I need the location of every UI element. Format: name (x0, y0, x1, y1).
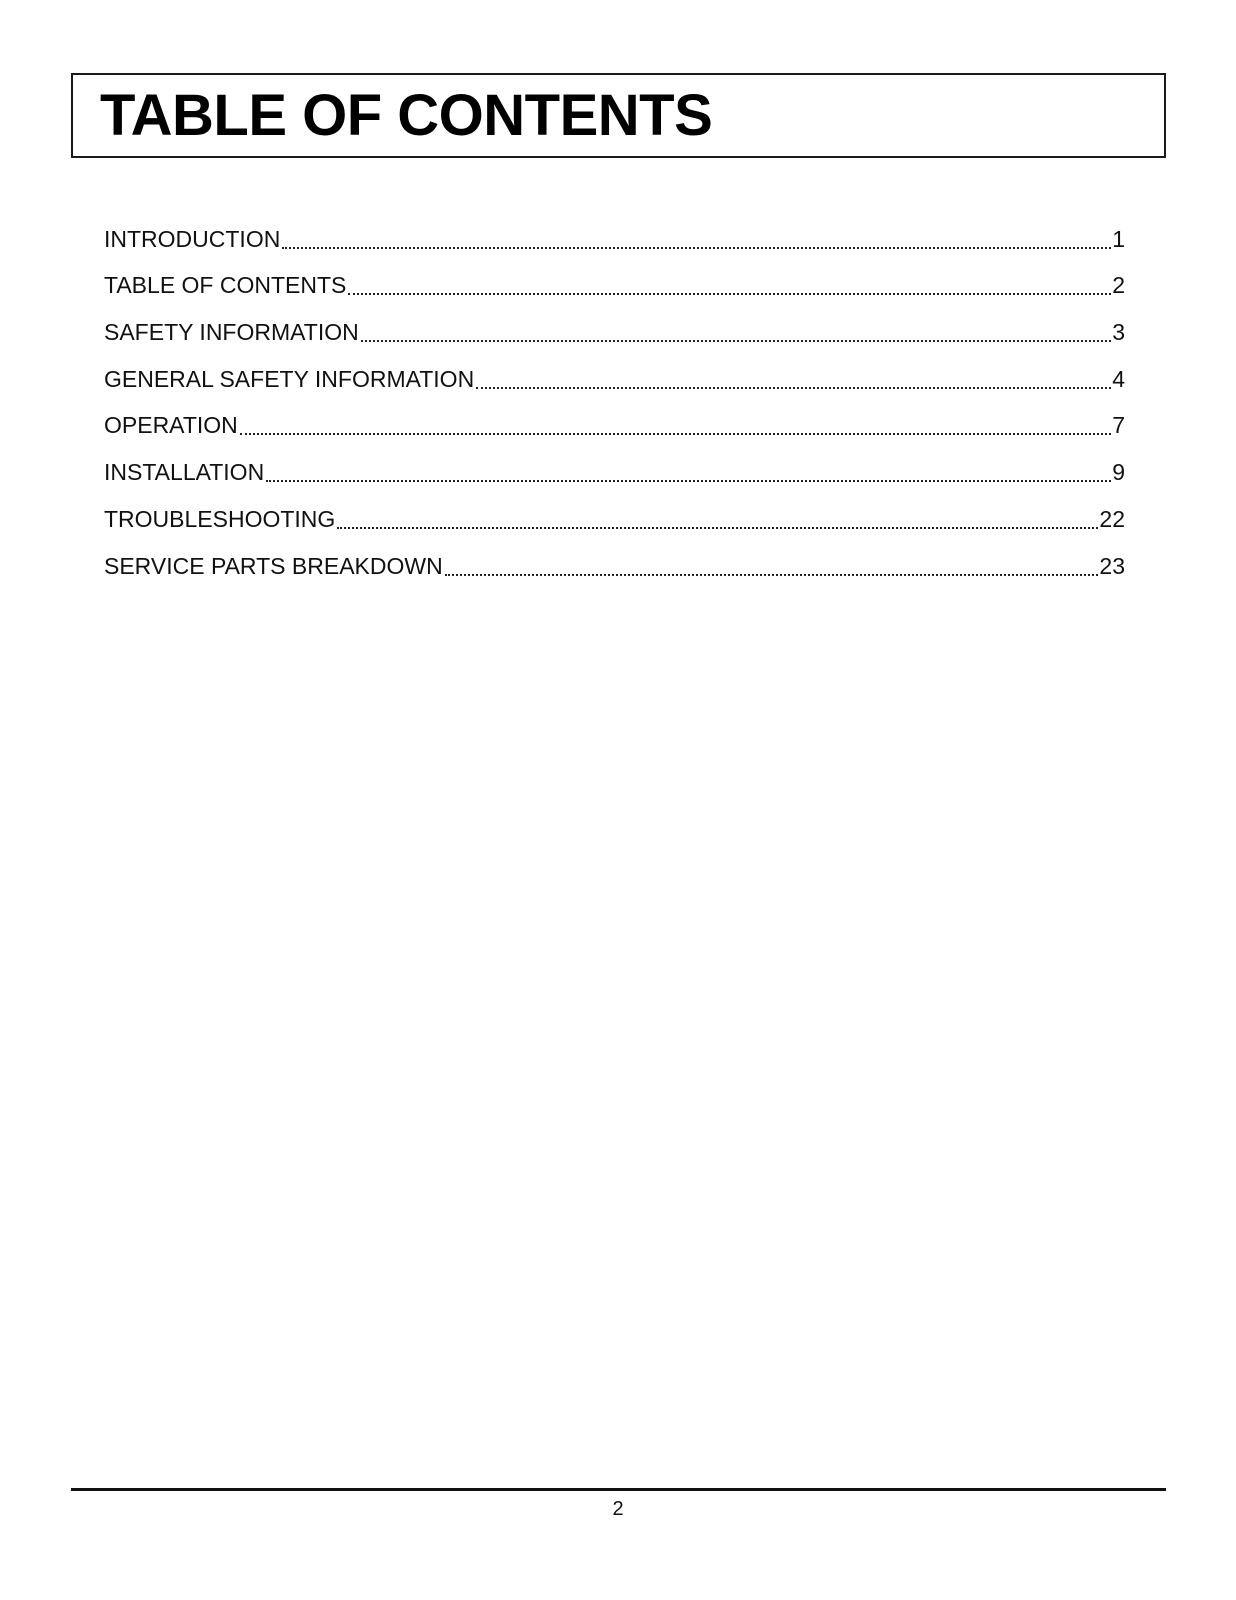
toc-entry-label: GENERAL SAFETY INFORMATION (104, 365, 475, 392)
toc-entry-page: 3 (1112, 319, 1125, 346)
toc-entry-label: TABLE OF CONTENTS (104, 272, 347, 299)
toc-entry-general-safety-information[interactable] (104, 346, 1125, 393)
title-box (71, 73, 1166, 158)
toc-entry-page: 4 (1112, 365, 1125, 392)
dot-leader (240, 433, 1111, 435)
toc-entry-table-of-contents[interactable] (104, 253, 1125, 300)
dot-leader (266, 480, 1111, 482)
toc-entry-page: 7 (1112, 412, 1125, 439)
dot-leader (476, 387, 1111, 389)
dot-leader (445, 574, 1099, 576)
toc-entry-page: 2 (1112, 272, 1125, 299)
toc-entry-safety-information[interactable] (104, 299, 1125, 346)
toc-entry-page: 23 (1099, 552, 1125, 579)
toc-entry-troubleshooting[interactable] (104, 486, 1125, 533)
footer-divider (71, 1488, 1166, 1491)
toc-entry-label: SERVICE PARTS BREAKDOWN (104, 552, 443, 579)
toc-list (104, 206, 1125, 580)
toc-entry-label: OPERATION (104, 412, 238, 439)
dot-leader (337, 527, 1098, 529)
dot-leader (348, 293, 1111, 295)
toc-entry-label: INTRODUCTION (104, 225, 281, 252)
toc-entry-installation[interactable] (104, 439, 1125, 486)
page-title: TABLE OF CONTENTS (100, 83, 713, 148)
toc-entry-page: 9 (1112, 459, 1125, 486)
toc-entry-introduction[interactable] (104, 206, 1125, 253)
toc-entry-label: TROUBLESHOOTING (104, 505, 336, 532)
toc-entry-service-parts-breakdown[interactable] (104, 533, 1125, 580)
dot-leader (361, 340, 1111, 342)
toc-entry-label: SAFETY INFORMATION (104, 319, 359, 346)
footer-page-number: 2 (612, 1498, 624, 1520)
toc-entry-label: INSTALLATION (104, 459, 265, 486)
toc-entry-page: 1 (1112, 225, 1125, 252)
toc-entry-operation[interactable] (104, 393, 1125, 440)
toc-entry-page: 22 (1099, 505, 1125, 532)
dot-leader (282, 247, 1111, 249)
